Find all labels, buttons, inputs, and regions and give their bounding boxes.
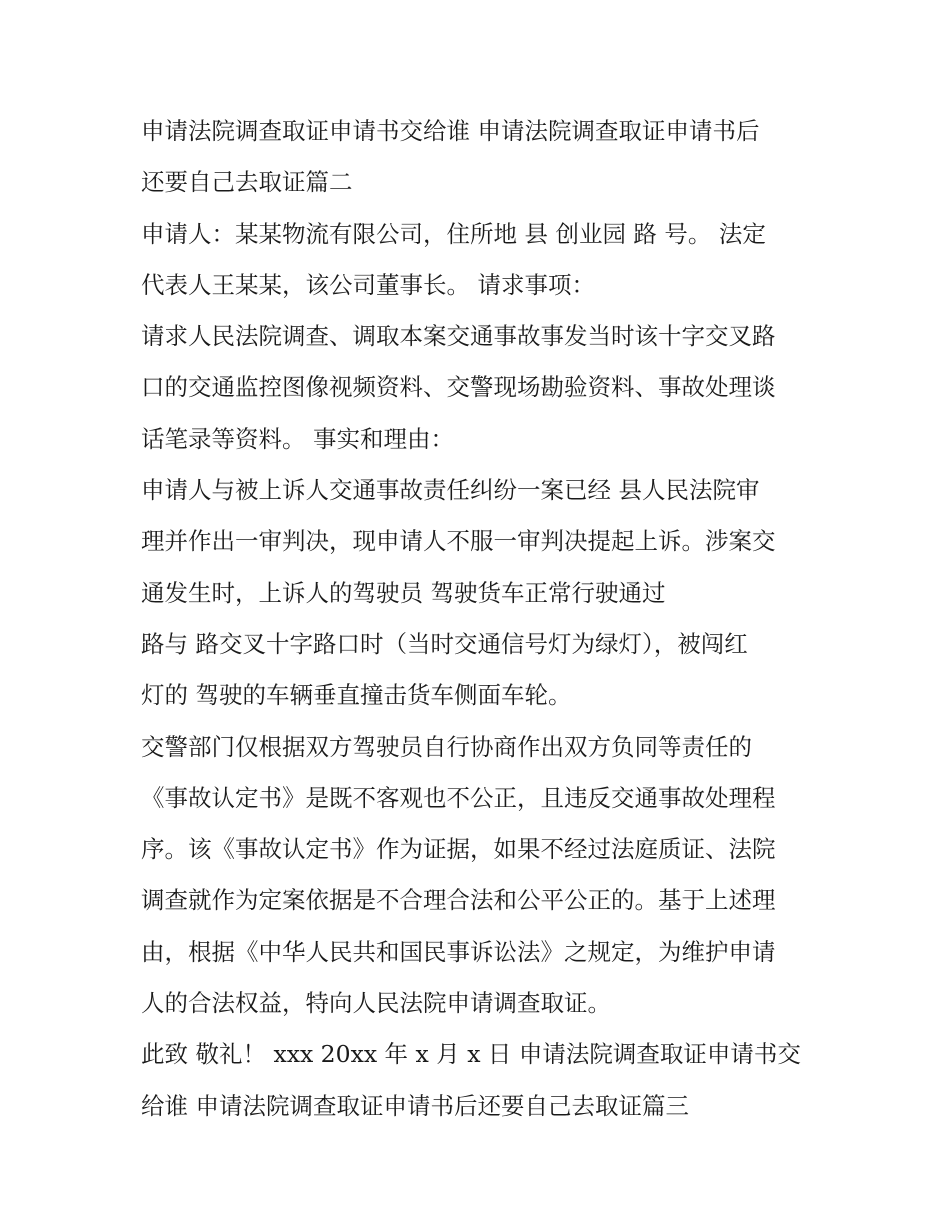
text-line: 路与 路交叉十字路口时（当时交通信号灯为绿灯），被闯红 xyxy=(141,629,748,658)
text-line: 理并作出一审判决，现申请人不服一审判决提起上诉。涉案交 xyxy=(141,527,776,556)
text-line: 代表人王某某，该公司董事长。 请求事项： xyxy=(141,270,595,299)
text-line: 话笔录等资料。 事实和理由： xyxy=(141,424,454,453)
text-line: 申请法院调查取证申请书交给谁 申请法院调查取证申请书后 xyxy=(141,117,760,145)
text-line: 请求人民法院调查、调取本案交通事故事发当时该十字交叉路 xyxy=(141,322,776,351)
text-line: 序。该《事故认定书》作为证据，如果不经过法庭质证、法院 xyxy=(141,835,776,864)
document-body xyxy=(141,106,831,1132)
text-line: 还要自己去取证篇二 xyxy=(141,168,353,197)
text-line: 申请人：某某物流有限公司，住所地 县 创业园 路 号。 法定 xyxy=(141,219,766,248)
text-line: 交警部门仅根据双方驾驶员自行协商作出双方负同等责任的 xyxy=(141,732,752,761)
text-line: 调查就作为定案依据是不合理合法和公平公正的。基于上述理 xyxy=(141,886,776,915)
text-line: 给谁 申请法院调查取证申请书后还要自己去取证篇三 xyxy=(141,1091,689,1120)
text-line: 口的交通监控图像视频资料、交警现场勘验资料、事故处理谈 xyxy=(141,373,776,402)
text-line: 通发生时，上诉人的驾驶员 驾驶货车正常行驶通过 xyxy=(141,578,666,607)
text-line: 此致 敬礼！ xxx 20xx 年 x 月 x 日 申请法院调查取证申请书交 xyxy=(141,1040,801,1069)
text-line: 灯的 驾驶的车辆垂直撞击货车侧面车轮。 xyxy=(141,681,572,710)
text-line: 人的合法权益，特向人民法院申请调查取证。 xyxy=(141,989,611,1018)
text-line: 由，根据《中华人民共和国民事诉讼法》之规定，为维护申请 xyxy=(141,937,776,966)
text-line: 申请人与被上诉人交通事故责任纠纷一案已经 县人民法院审 xyxy=(141,476,760,505)
text-line: 《事故认定书》是既不客观也不公正，且违反交通事故处理程 xyxy=(141,783,776,812)
